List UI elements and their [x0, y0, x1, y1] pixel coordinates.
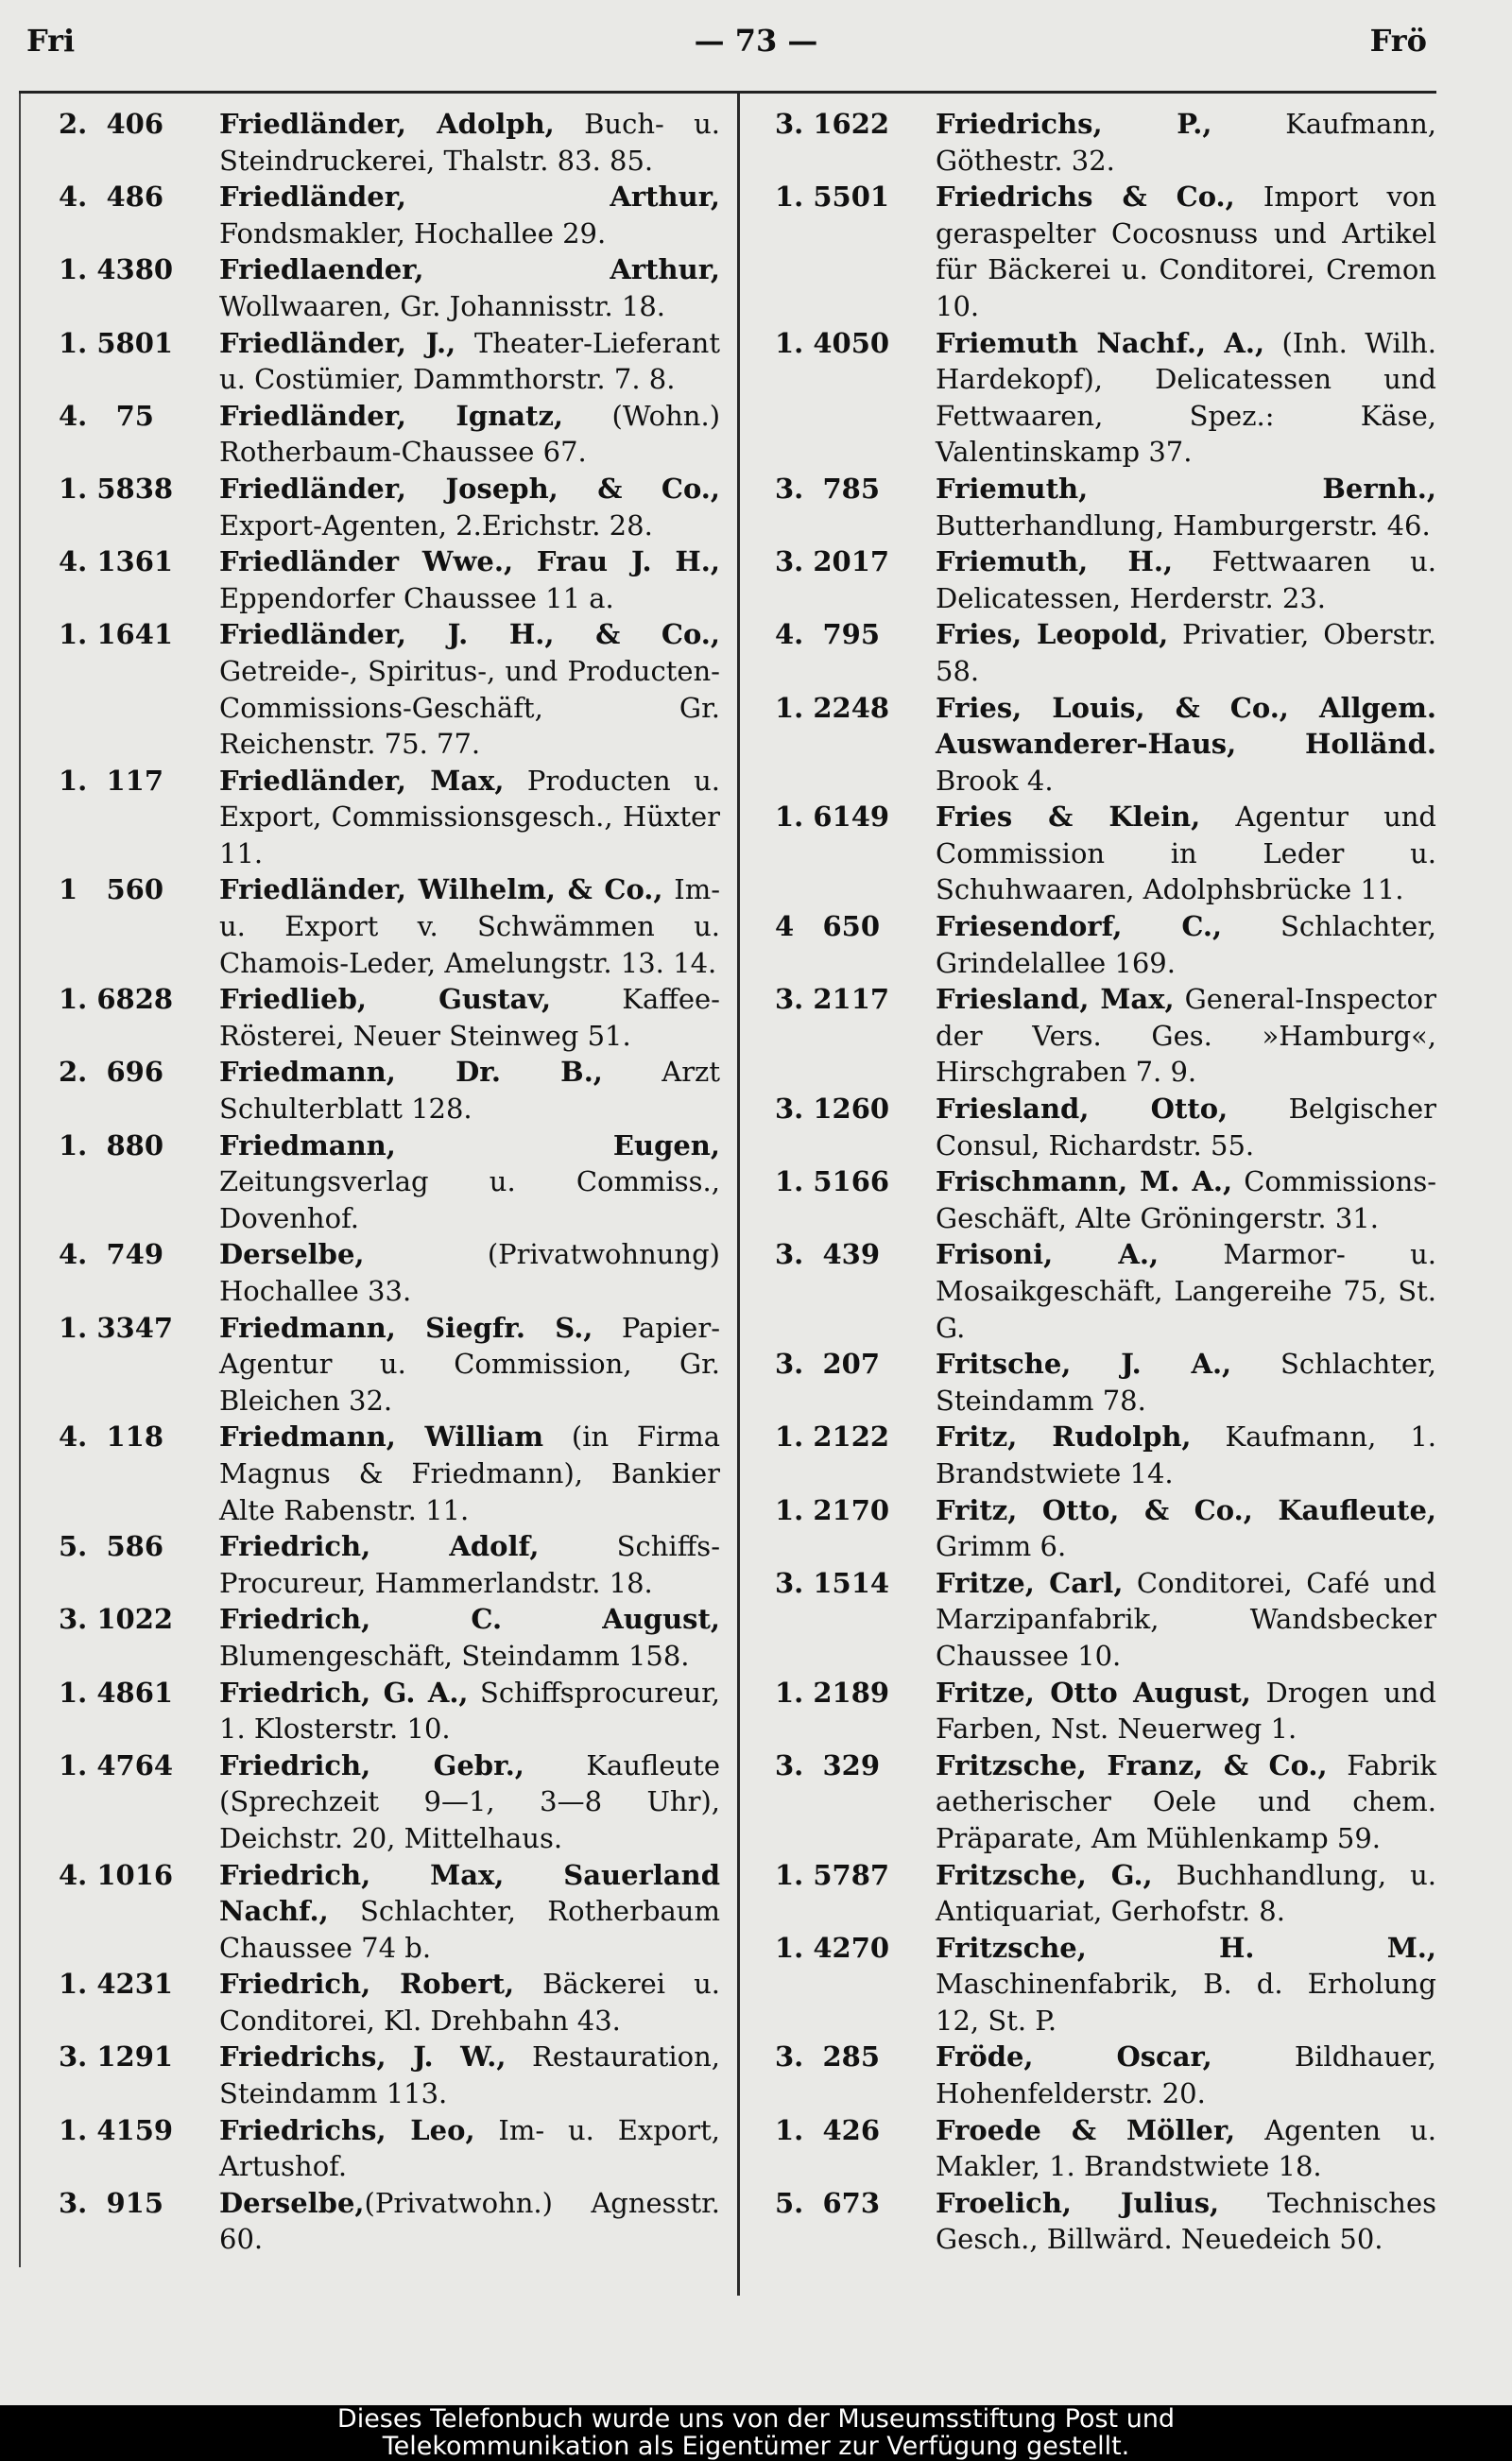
- entry-text: [219, 1675, 720, 1747]
- entry-details: Fondsmakler, Hochallee 29.: [219, 216, 607, 250]
- entry-name: Friedmann, William: [219, 1420, 544, 1454]
- entry-details: Restauration, Steindamm 113.: [219, 2040, 720, 2110]
- entry-text: [936, 1675, 1436, 1747]
- entry-name: Fritzsche, H. M.,: [936, 1931, 1436, 1964]
- entry-text: [936, 2185, 1436, 2258]
- directory-entry: [59, 1601, 720, 1674]
- entry-details: Import von geraspelter Cocosnuss und Artikel für Bäckerei u. Conditorei, Cremon 10.: [936, 181, 1436, 322]
- entry-details: Bäckerei u. Conditorei, Kl. Drehbahn 43.: [219, 1968, 720, 2037]
- entry-details: Buch- u. Steindruckerei, Thalstr. 83. 85.: [219, 108, 720, 177]
- directory-entry: [59, 179, 720, 251]
- phone-number: 3. 1622: [775, 108, 890, 140]
- left-column: [59, 106, 720, 2258]
- entry-details: Grimm 6.: [936, 1530, 1067, 1563]
- directory-entry: [59, 2112, 720, 2185]
- entry-name: Friemuth, H.,: [936, 545, 1174, 578]
- phone-number: 3. 2017: [775, 545, 890, 578]
- phone-number: 1. 3347: [59, 1311, 174, 1344]
- phone-number: 1. 2248: [775, 691, 890, 724]
- phone-number: 4. 1361: [59, 545, 174, 578]
- entry-name: Friedländer, Wilhelm, & Co.,: [219, 873, 663, 906]
- entry-name: Friedländer, Max,: [219, 764, 505, 797]
- phone-number: 4. 1016: [59, 1858, 174, 1891]
- entry-text: [936, 1857, 1436, 1930]
- directory-entry: [775, 2185, 1436, 2258]
- directory-entry: [775, 1565, 1436, 1675]
- directory-entry: [59, 981, 720, 1054]
- entry-details: Theater-Lieferant u. Costümier, Dammthorstr. 7. 8.: [219, 326, 720, 396]
- phone-number: 3. 1022: [59, 1603, 174, 1636]
- entry-text: [219, 1966, 720, 2039]
- entry-text: [219, 2185, 720, 2258]
- entry-details: Bildhauer, Hohenfelderstr. 20.: [936, 2040, 1436, 2110]
- phone-number: 4. 749: [59, 1238, 164, 1271]
- directory-entry: [775, 1747, 1436, 1857]
- header-rule: [19, 91, 1436, 94]
- phone-number: 3. 207: [775, 1348, 881, 1381]
- entry-text: [219, 1054, 720, 1127]
- entry-text: [936, 1091, 1436, 1163]
- footer-notice: [0, 2405, 1512, 2460]
- entry-text: [936, 179, 1436, 324]
- entry-name: Friedmann, Dr. B.,: [219, 1056, 603, 1089]
- directory-entry: [59, 106, 720, 179]
- phone-number: 5. 586: [59, 1530, 164, 1563]
- directory-entry: [775, 543, 1436, 616]
- entry-details: Marmor- u. Mosaikgeschäft, Langereihe 75, St. G.: [936, 1238, 1436, 1344]
- entry-text: [219, 763, 720, 872]
- phone-number: 3. 439: [775, 1238, 881, 1271]
- directory-entry: [775, 1492, 1436, 1565]
- phone-number: 4. 795: [775, 618, 881, 651]
- entry-name: Friedrichs, J. W.,: [219, 2040, 507, 2074]
- entry-text: [219, 2039, 720, 2111]
- entry-details: Papier-Agentur u. Commission, Gr. Bleichen 32.: [219, 1311, 721, 1417]
- directory-entry: [775, 1236, 1436, 1346]
- entry-details: Buchhandlung, u. Antiquariat, Gerhofstr. 8.: [936, 1858, 1437, 1928]
- phone-number: 2. 696: [59, 1056, 164, 1089]
- entry-details: Brook 4.: [936, 764, 1054, 797]
- directory-entry: [775, 179, 1436, 324]
- entry-name: Friedländer, J. H., & Co.,: [219, 618, 720, 651]
- entry-name: Friedländer, Joseph, & Co.,: [219, 472, 720, 505]
- entry-text: [936, 2039, 1436, 2111]
- entry-name: Froelich, Julius,: [936, 2186, 1220, 2219]
- directory-entry: [775, 1930, 1436, 2039]
- entry-name: Friedländer, J.,: [219, 326, 456, 359]
- directory-entry: [59, 471, 720, 543]
- entry-name: Friemuth Nachf., A.,: [936, 326, 1265, 359]
- left-border-rule: [19, 94, 21, 2267]
- directory-entry: [59, 1857, 720, 1967]
- column-divider: [737, 94, 740, 2296]
- header-right-range: Frö: [1369, 23, 1427, 59]
- entry-name: Fries, Leopold,: [936, 618, 1169, 651]
- entry-name: Derselbe,: [219, 1238, 365, 1271]
- entry-details: Im- u. Export, Artushof.: [219, 2113, 720, 2183]
- entry-name: Fritsche, J. A.,: [936, 1348, 1232, 1381]
- footer-line-1: Dieses Telefonbuch wurde uns von der Museumsstiftung Post und: [336, 2404, 1176, 2434]
- phone-number: 1. 4861: [59, 1676, 174, 1709]
- entry-details: Conditorei, Café und Marzipanfabrik, Wandsbecker Chaussee 10.: [936, 1566, 1436, 1672]
- directory-entry: [59, 2185, 720, 2258]
- entry-details: Schiffsprocureur, 1. Klosterstr. 10.: [219, 1676, 721, 1746]
- entry-text: [219, 398, 720, 471]
- entry-text: [219, 325, 720, 398]
- directory-entry: [59, 616, 720, 762]
- entry-name: Friedmann, Siegfr. S.,: [219, 1311, 593, 1344]
- entry-details: (Privatwohnung) Hochallee 33.: [219, 1238, 720, 1307]
- entry-text: [936, 2112, 1436, 2185]
- entry-name: Fries & Klein,: [936, 800, 1201, 834]
- entry-details: Privatier, Oberstr. 58.: [936, 618, 1436, 687]
- entry-details: Commissions-Geschäft, Alte Gröningerstr. 31.: [936, 1165, 1436, 1234]
- directory-entry: [59, 325, 720, 398]
- entry-details: Schlachter, Rotherbaum Chaussee 74 b.: [219, 1895, 720, 1964]
- entry-text: [936, 1346, 1436, 1419]
- entry-text: [936, 1163, 1436, 1236]
- phone-number: 4 650: [775, 910, 881, 943]
- phone-number: 4. 486: [59, 181, 164, 214]
- directory-entry: [775, 106, 1436, 179]
- entry-details: Belgischer Consul, Richardstr. 55.: [936, 1093, 1436, 1162]
- entry-text: [219, 2112, 720, 2185]
- phone-number: 1. 880: [59, 1128, 164, 1162]
- entry-text: [219, 471, 720, 543]
- directory-entry: [59, 1236, 720, 1309]
- phone-number: 1. 2189: [775, 1676, 890, 1709]
- entry-details: Schlachter, Grindelallee 169.: [936, 910, 1436, 979]
- phone-number: 1. 1641: [59, 618, 174, 651]
- directory-entry: [59, 1675, 720, 1747]
- phone-number: 1. 6828: [59, 983, 174, 1016]
- entry-text: [936, 471, 1436, 543]
- entry-text: [219, 981, 720, 1054]
- entry-text: [936, 690, 1436, 800]
- phone-number: 1. 4050: [775, 326, 890, 359]
- entry-text: [936, 1930, 1436, 2039]
- entry-text: [219, 871, 720, 981]
- entry-details: Zeitungsverlag u. Commiss., Dovenhof.: [219, 1165, 720, 1234]
- entry-name: Fritze, Carl,: [936, 1566, 1124, 1599]
- entry-details: Fabrik aetherischer Oele und chem. Präparate, Am Mühlenkamp 59.: [936, 1748, 1437, 1854]
- entry-text: [936, 1565, 1436, 1675]
- entry-details: Schiffs-Procureur, Hammerlandstr. 18.: [219, 1530, 720, 1599]
- directory-entry: [59, 871, 720, 981]
- right-column: [775, 106, 1436, 2258]
- entry-details: Blumengeschäft, Steindamm 158.: [219, 1639, 690, 1672]
- entry-name: Friedländer, Arthur,: [219, 181, 720, 214]
- phone-number: 1. 426: [775, 2113, 881, 2146]
- directory-entry: [775, 1091, 1436, 1163]
- entry-name: Friedlieb, Gustav,: [219, 983, 552, 1016]
- entry-name: Friedrichs & Co.,: [936, 181, 1235, 214]
- directory-entry: [775, 2039, 1436, 2111]
- phone-number: 1. 4764: [59, 1748, 174, 1781]
- entry-name: Fritzsche, Franz, & Co.,: [936, 1748, 1328, 1781]
- entry-name: Derselbe,: [219, 2186, 365, 2219]
- entry-details: Export-Agenten, 2.Erichstr. 28.: [219, 508, 653, 542]
- phone-number: 1. 5838: [59, 472, 174, 505]
- entry-text: [936, 106, 1436, 179]
- entry-details: Schlachter, Steindamm 78.: [936, 1348, 1436, 1417]
- entry-name: Fritz, Rudolph,: [936, 1420, 1192, 1454]
- entry-name: Friedländer, Ignatz,: [219, 399, 564, 432]
- entry-details: General-Inspector der Vers. Ges. »Hamburg«, Hirschgraben 7. 9.: [936, 983, 1436, 1089]
- entry-details: Kaufleute (Sprechzeit 9—1, 3—8 Uhr), Deichstr. 20, Mittelhaus.: [219, 1748, 720, 1854]
- entry-details: Getreide-, Spiritus-, und Producten-Commissions-Geschäft, Gr. Reichenstr. 75. 77.: [219, 654, 720, 761]
- entry-name: Frisoni, A.,: [936, 1238, 1160, 1271]
- page-header: [0, 13, 1512, 70]
- phone-number: 1. 4231: [59, 1968, 174, 2001]
- phone-number: 1. 5801: [59, 326, 174, 359]
- directory-entry: [775, 908, 1436, 981]
- entry-details: Technisches Gesch., Billwärd. Neuedeich 50.: [936, 2186, 1436, 2256]
- entry-text: [219, 179, 720, 251]
- entry-text: [219, 1857, 720, 1967]
- entry-name: Friesendorf, C.,: [936, 910, 1223, 943]
- phone-number: 3. 329: [775, 1748, 881, 1781]
- directory-entry: [59, 1127, 720, 1237]
- entry-details: Butterhandlung, Hamburgerstr. 46.: [936, 508, 1431, 542]
- entry-details: Eppendorfer Chaussee 11 a.: [219, 581, 614, 614]
- directory-entry: [775, 981, 1436, 1091]
- entry-text: [936, 543, 1436, 616]
- entry-name: Fröde, Oscar,: [936, 2040, 1212, 2074]
- entry-name: Friedrich, Max, Sauerland Nachf.,: [219, 1858, 720, 1928]
- entry-text: [936, 1492, 1436, 1565]
- entry-text: [219, 251, 720, 324]
- entry-details: Fettwaaren u. Delicatessen, Herderstr. 23.: [936, 545, 1436, 614]
- entry-text: [219, 1528, 720, 1601]
- entry-details: Agentur und Commission in Leder u. Schuhwaaren, Adolphsbrücke 11.: [936, 800, 1436, 906]
- entry-details: Kaufmann, Göthestr. 32.: [936, 108, 1436, 177]
- directory-entry: [59, 1054, 720, 1127]
- directory-entry: [775, 471, 1436, 543]
- entry-name: Friesland, Otto,: [936, 1093, 1228, 1126]
- phone-number: 3. 2117: [775, 983, 890, 1016]
- entry-details: Drogen und Farben, Nst. Neuerweg 1.: [936, 1676, 1436, 1746]
- entry-details: (Privatwohn.) Agnesstr. 60.: [219, 2186, 720, 2256]
- phone-number: 3. 1514: [775, 1566, 890, 1599]
- directory-entry: [59, 1310, 720, 1420]
- entry-name: Friesland, Max,: [936, 983, 1175, 1016]
- footer-line-2: Telekommunikation als Eigentümer zur Verfügung gestellt.: [382, 2432, 1130, 2461]
- phone-number: 5. 673: [775, 2186, 881, 2219]
- phone-number: 3. 915: [59, 2186, 164, 2219]
- entry-text: [219, 543, 720, 616]
- directory-entry: [59, 398, 720, 471]
- phone-number: 1 560: [59, 873, 164, 906]
- phone-number: 1. 4380: [59, 253, 174, 286]
- directory-entry: [775, 1857, 1436, 1930]
- entry-name: Friedrich, Gebr.,: [219, 1748, 524, 1781]
- directory-entry: [775, 799, 1436, 908]
- entry-name: Froede & Möller,: [936, 2113, 1236, 2146]
- entry-details: Arzt Schulterblatt 128.: [219, 1056, 720, 1126]
- entry-text: [219, 1601, 720, 1674]
- phone-number: 1. 5501: [775, 181, 890, 214]
- entry-name: Fritze, Otto August,: [936, 1676, 1251, 1709]
- directory-entry: [775, 1346, 1436, 1419]
- directory-entry: [775, 2112, 1436, 2185]
- entry-text: [936, 908, 1436, 981]
- directory-entry: [775, 1163, 1436, 1236]
- entry-text: [219, 1419, 720, 1528]
- directory-entry: [59, 763, 720, 872]
- phone-number: 4. 75: [59, 399, 154, 432]
- phone-number: 1. 2122: [775, 1420, 890, 1454]
- entry-name: Friedrich, Adolf,: [219, 1530, 540, 1563]
- entry-text: [936, 1236, 1436, 1346]
- entry-name: Fritzsche, G.,: [936, 1858, 1153, 1891]
- entry-details: Wollwaaren, Gr. Johannisstr. 18.: [219, 289, 666, 322]
- entry-text: [219, 106, 720, 179]
- directory-entry: [59, 251, 720, 324]
- entry-details: Maschinenfabrik, B. d. Erholung 12, St. P.: [936, 1968, 1436, 2037]
- entry-text: [219, 616, 720, 762]
- phone-number: 3. 1260: [775, 1093, 890, 1126]
- entry-details: Agenten u. Makler, 1. Brandstwiete 18.: [936, 2113, 1436, 2183]
- entry-details: Producten u. Export, Commissionsgesch., Hüxter 11.: [219, 764, 720, 869]
- entry-details: (Inh. Wilh. Hardekopf), Delicatessen und Fettwaaren, Spez.: Käse, Valentinskamp 37.: [936, 326, 1436, 469]
- entry-name: Fritz, Otto, & Co., Kaufleute,: [936, 1493, 1436, 1526]
- entry-name: Friedrich, Robert,: [219, 1968, 515, 2001]
- phone-number: 3. 285: [775, 2040, 881, 2074]
- phone-number: 1. 5787: [775, 1858, 890, 1891]
- entry-text: [936, 325, 1436, 471]
- directory-entry: [775, 325, 1436, 471]
- page-number: — 73 —: [694, 23, 818, 59]
- header-left-range: Fri: [26, 23, 76, 59]
- phone-number: 1. 4270: [775, 1931, 890, 1964]
- entry-details: Kaffee-Rösterei, Neuer Steinweg 51.: [219, 983, 720, 1052]
- directory-entry: [59, 1966, 720, 2039]
- phone-number: 1. 6149: [775, 800, 890, 834]
- directory-entry: [59, 2039, 720, 2111]
- directory-entry: [59, 543, 720, 616]
- phone-number: 3. 785: [775, 472, 881, 505]
- entry-name: Friedrich, C. August,: [219, 1603, 720, 1636]
- entry-name: Frischmann, M. A.,: [936, 1165, 1233, 1198]
- entry-details: Kaufmann, 1. Brandstwiete 14.: [936, 1420, 1436, 1489]
- phone-number: 1. 117: [59, 764, 164, 797]
- directory-entry: [775, 690, 1436, 800]
- directory-entry: [59, 1419, 720, 1528]
- entry-name: Friedrichs, P.,: [936, 108, 1212, 140]
- entry-text: [936, 799, 1436, 908]
- entry-name: Friedmann, Eugen,: [219, 1128, 720, 1162]
- entry-name: Friedrich, G. A.,: [219, 1676, 469, 1709]
- entry-text: [936, 1419, 1436, 1491]
- entry-name: Friedrichs, Leo,: [219, 2113, 475, 2146]
- entry-text: [936, 1747, 1436, 1857]
- entry-name: Fries, Louis, & Co., Allgem. Auswanderer-Haus, Holländ.: [936, 691, 1436, 761]
- directory-entry: [59, 1747, 720, 1857]
- entry-details: (Wohn.) Rotherbaum-Chaussee 67.: [219, 399, 721, 469]
- phone-number: 1. 4159: [59, 2113, 174, 2146]
- entry-text: [219, 1127, 720, 1237]
- directory-entry: [59, 1528, 720, 1601]
- entry-details: Im- u. Export v. Schwämmen u. Chamois-Leder, Amelungstr. 13. 14.: [219, 873, 720, 979]
- entry-name: Friemuth, Bernh.,: [936, 472, 1436, 505]
- entry-text: [219, 1236, 720, 1309]
- entry-name: Friedlaender, Arthur,: [219, 253, 720, 286]
- directory-entry: [775, 1419, 1436, 1491]
- entry-text: [219, 1310, 720, 1420]
- directory-entry: [775, 1675, 1436, 1747]
- phone-number: 4. 118: [59, 1420, 164, 1454]
- directory-entry: [775, 616, 1436, 689]
- entry-name: Friedländer, Adolph,: [219, 108, 555, 140]
- entry-details: (in Firma Magnus & Friedmann), Bankier Alte Rabenstr. 11.: [219, 1420, 720, 1526]
- phone-number: 1. 5166: [775, 1165, 890, 1198]
- entry-text: [936, 981, 1436, 1091]
- phone-number: 1. 2170: [775, 1493, 890, 1526]
- entry-text: [219, 1747, 720, 1857]
- entry-text: [936, 616, 1436, 689]
- phone-number: 2. 406: [59, 108, 164, 140]
- phone-number: 3. 1291: [59, 2040, 174, 2074]
- entry-name: Friedländer Wwe., Frau J. H.,: [219, 545, 720, 578]
